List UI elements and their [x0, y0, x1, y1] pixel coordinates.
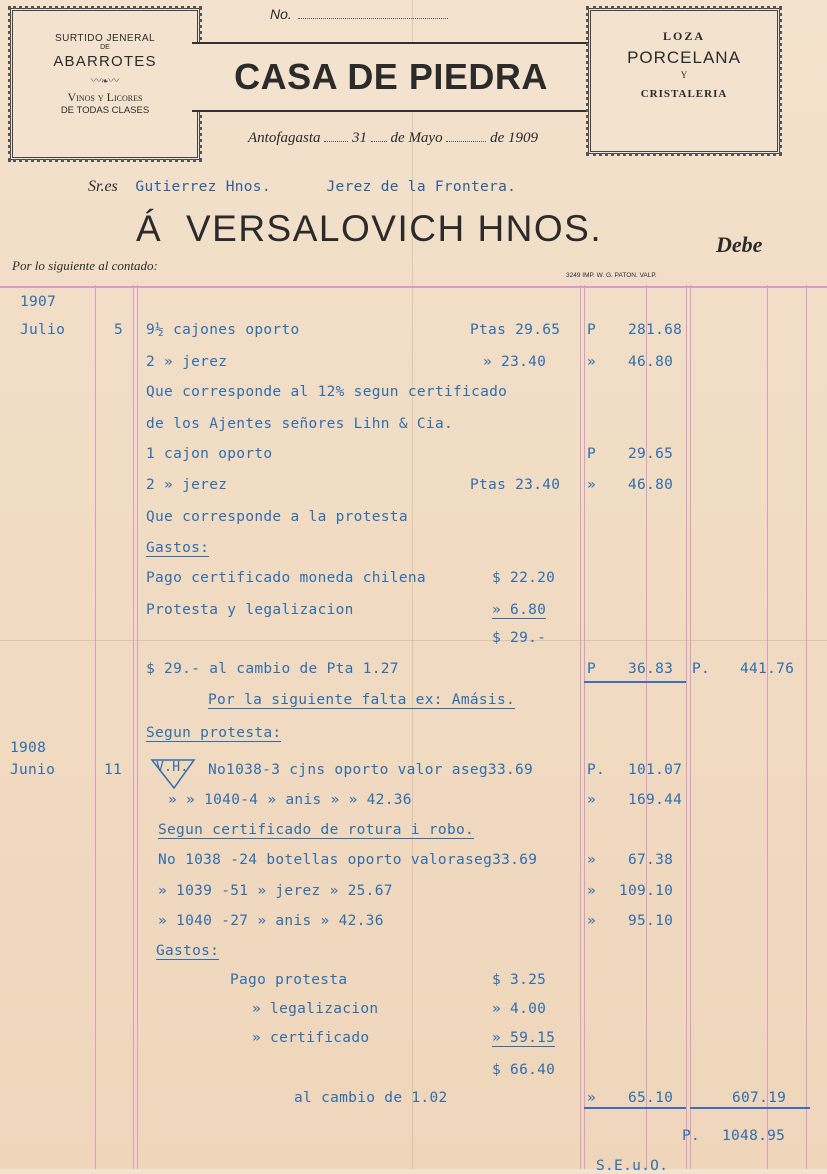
row-cur: P	[587, 661, 597, 677]
col-rule	[767, 285, 768, 1169]
row-cur: »	[587, 477, 597, 493]
date-line	[248, 130, 538, 147]
row-cur: P.	[587, 762, 606, 778]
debtor-name: VERSALOVICH HNOS.	[185, 208, 603, 249]
place: Antofagasta	[248, 130, 321, 146]
row-rate: » 4.00	[492, 1001, 547, 1017]
col-rule	[133, 285, 134, 1169]
left-box-line5: DE TODAS CLASES	[60, 105, 150, 116]
row-amount: 65.10	[628, 1090, 674, 1106]
store-title: CASA DE PIEDRA	[234, 56, 548, 97]
left-box-line3: ABARROTES	[53, 53, 157, 70]
total-amount: 607.19	[732, 1090, 787, 1106]
sres-label: Sr.es	[88, 178, 118, 195]
row-desc: Gastos:	[146, 540, 210, 556]
grand-total: 1048.95	[722, 1128, 786, 1144]
printer-imprint: 3249 IMP. W. G. PATON. VALP.	[566, 272, 657, 279]
debtor-prefix: Á	[136, 208, 163, 249]
paper-fold	[0, 640, 827, 641]
seuo: S.E.u.O.	[596, 1158, 669, 1174]
title-banner	[192, 42, 590, 112]
debe-label: Debe	[716, 232, 763, 257]
right-header-box	[588, 8, 780, 154]
grand-total-cur: P.	[682, 1128, 701, 1144]
day-11: 11	[104, 762, 123, 778]
row-cur: »	[587, 354, 597, 370]
row-desc: Que corresponde al 12% segun certificado	[146, 384, 508, 400]
row-desc: Segun certificado de rotura i robo.	[158, 822, 475, 838]
row-amount: 29.65	[628, 446, 674, 462]
number-label: No.	[270, 6, 448, 22]
row-desc: No1038-3 cjns oporto valor aseg33.69	[208, 762, 534, 778]
subtotal-rule	[584, 1107, 686, 1109]
subtotal-rule	[584, 681, 686, 683]
row-desc: Que corresponde a la protesta	[146, 509, 408, 525]
right-box-line4: CRISTALERIA	[640, 88, 728, 100]
row-rate: » 23.40	[483, 354, 547, 370]
row-amount: 95.10	[628, 913, 674, 929]
de-2: de	[490, 130, 505, 146]
row-rate: » 6.80	[492, 602, 547, 618]
total-amount: 441.76	[740, 661, 795, 677]
row-amount: 46.80	[628, 354, 674, 370]
row-desc: Pago certificado moneda chilena	[146, 570, 426, 586]
row-rate: $ 66.40	[492, 1062, 556, 1078]
row-cur: P	[587, 446, 597, 462]
row-desc: » 1039 -51 » jerez » 25.67	[158, 883, 393, 899]
row-desc: $ 29.- al cambio de Pta 1.27	[146, 661, 399, 677]
left-box-line4: Vinos y Licores	[67, 90, 143, 104]
col-rule	[584, 285, 585, 1169]
left-box-line2: DE	[100, 44, 110, 51]
row-rate: » 59.15	[492, 1030, 556, 1046]
row-desc: » » 1040-4 » anis » » 42.36	[168, 792, 412, 808]
left-box-line1: SURTIDO JENERAL	[54, 33, 156, 44]
right-box-line1: LOZA	[662, 29, 705, 43]
month-junio: Junio	[10, 762, 56, 778]
day-5: 5	[114, 322, 124, 338]
row-desc: Gastos:	[156, 943, 220, 959]
vh-label: V.H.	[156, 760, 189, 775]
row-rate: $ 29.-	[492, 630, 547, 646]
row-rate: Ptas 29.65	[470, 322, 561, 338]
row-desc: » legalizacion	[252, 1001, 379, 1017]
vh-mark	[150, 756, 196, 786]
row-desc: de los Ajentes señores Lihn & Cia.	[146, 416, 454, 432]
year-1907: 1907	[20, 294, 57, 310]
row-desc: Segun protesta:	[146, 725, 282, 741]
total-cur: P.	[692, 661, 711, 677]
row-cur: »	[587, 852, 597, 868]
row-desc: Pago protesta	[230, 972, 348, 988]
row-desc: al cambio de 1.02	[294, 1090, 448, 1106]
row-cur: P	[587, 322, 597, 338]
row-rate: Ptas 23.40	[470, 477, 561, 493]
right-box-line3: Y	[680, 70, 688, 80]
year-1908: 1908	[10, 740, 47, 756]
row-cur: »	[587, 883, 597, 899]
col-rule	[690, 285, 691, 1169]
row-amount: 281.68	[628, 322, 683, 338]
row-amount: 67.38	[628, 852, 674, 868]
left-header-box	[10, 8, 200, 160]
col-rule	[580, 285, 581, 1169]
row-rate: $ 22.20	[492, 570, 556, 586]
row-cur: »	[587, 913, 597, 929]
row-desc: » 1040 -27 » anis » 42.36	[158, 913, 384, 929]
col-rule	[137, 285, 138, 1169]
addressee-line	[88, 176, 516, 196]
row-amount: 101.07	[628, 762, 683, 778]
row-rate: $ 3.25	[492, 972, 547, 988]
col-rule	[806, 285, 807, 1169]
row-cur: »	[587, 792, 597, 808]
addressee-name: Gutierrez Hnos.	[135, 179, 271, 195]
month-julio: Julio	[20, 322, 66, 338]
day: 31	[352, 130, 368, 146]
row-desc: 1 cajon oporto	[146, 446, 273, 462]
row-cur: »	[587, 1090, 597, 1106]
scroll-ornament: 〰❧〰	[90, 74, 120, 87]
year: 1909	[508, 130, 539, 146]
de-1: de	[390, 130, 405, 146]
col-rule	[686, 285, 687, 1169]
row-desc: 2 » jerez	[146, 477, 228, 493]
total-rule	[690, 1107, 810, 1109]
col-rule	[95, 285, 96, 1169]
row-desc: 9½ cajones oporto	[146, 322, 300, 338]
row-desc: 2 » jerez	[146, 354, 228, 370]
row-desc: » certificado	[252, 1030, 370, 1046]
month: Mayo	[408, 130, 443, 146]
right-box-line2: PORCELANA	[627, 48, 741, 67]
debtor-line	[136, 208, 602, 250]
por-lo-siguiente: Por lo siguiente al contado:	[12, 258, 158, 273]
ledger-top-rule	[0, 286, 827, 288]
row-amount: 36.83	[628, 661, 674, 677]
row-amount: 109.10	[619, 883, 674, 899]
row-desc: Protesta y legalizacion	[146, 602, 354, 618]
row-amount: 46.80	[628, 477, 674, 493]
addressee-city: Jerez de la Frontera.	[326, 179, 517, 195]
row-amount: 169.44	[628, 792, 683, 808]
row-desc: No 1038 -24 botellas oporto valoraseg33.69	[158, 852, 538, 868]
col-rule	[646, 285, 647, 1169]
row-desc: Por la siguiente falta ex: Amásis.	[208, 692, 516, 708]
